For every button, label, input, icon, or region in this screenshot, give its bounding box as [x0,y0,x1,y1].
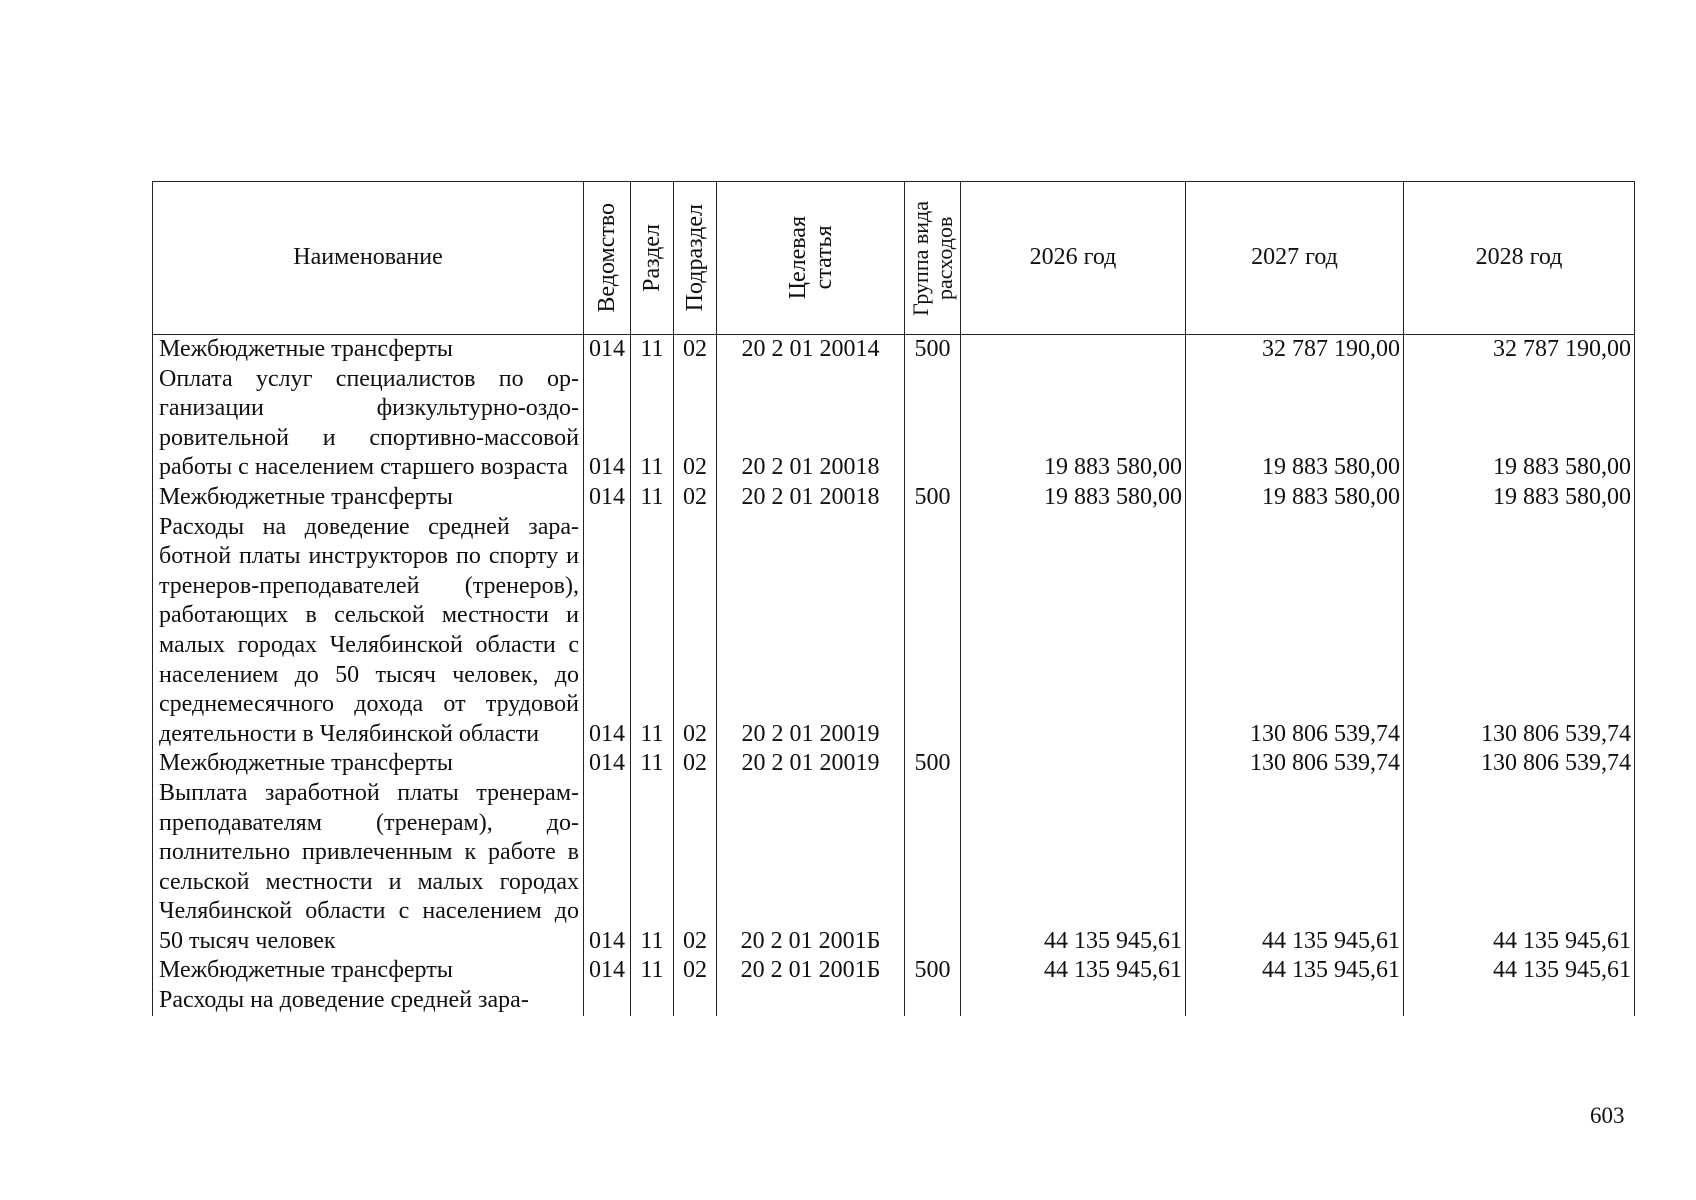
cell-celevaya: 20 2 01 20014 [717,335,905,365]
table-row [153,365,1635,483]
cell-ved: 014 [584,335,631,365]
header-2027 [1186,182,1404,335]
header-podrazdel-label: Подраздел [682,204,708,312]
cell-ved [584,986,631,1016]
cell-razdel: 11 [631,779,674,957]
cell-celevaya: 20 2 01 20018 [717,365,905,483]
cell-razdel: 11 [631,749,674,779]
table-row [153,956,1635,986]
header-celevaya-label: Целевая статья [784,216,837,300]
cell-celevaya: 20 2 01 2001Б [717,779,905,957]
cell-podrazdel: 02 [674,779,717,957]
table-row [153,749,1635,779]
cell-2028: 19 883 580,00 [1404,483,1635,513]
cell-razdel: 11 [631,513,674,750]
cell-gruppa [905,513,961,750]
cell-2027: 44 135 945,61 [1186,956,1404,986]
cell-name: Оплата услуг специалистов по организации физкультурно-оздоровительной и спортивно-массовой работы с населением старшего возраста [153,365,584,483]
cell-2027: 130 806 539,74 [1186,513,1404,750]
cell-name: Межбюджетные трансферты [153,956,584,986]
header-row [153,182,1635,335]
header-ved [584,182,631,335]
header-razdel [631,182,674,335]
cell-name: Расходы на доведение средней зара- [153,986,584,1016]
cell-2027: 44 135 945,61 [1186,779,1404,957]
cell-razdel: 11 [631,365,674,483]
cell-2028: 130 806 539,74 [1404,749,1635,779]
cell-2028: 44 135 945,61 [1404,779,1635,957]
cell-razdel: 11 [631,483,674,513]
header-2028 [1404,182,1635,335]
cell-2026 [961,749,1186,779]
header-podrazdel [674,182,717,335]
cell-2028: 130 806 539,74 [1404,513,1635,750]
cell-ved: 014 [584,779,631,957]
table-body [153,335,1635,1016]
cell-celevaya: 20 2 01 20019 [717,513,905,750]
cell-ved: 014 [584,749,631,779]
cell-2028: 19 883 580,00 [1404,365,1635,483]
table-row [153,779,1635,957]
cell-celevaya [717,986,905,1016]
header-name-label: Наименование [293,244,443,271]
cell-gruppa: 500 [905,956,961,986]
cell-name: Выплата заработной платы тренерам-преподавателям (тренерам), дополнительно привлеченным к работе в сельской местности и малых городах Челябинской области с населением до 50 тысяч человек [153,779,584,957]
cell-ved: 014 [584,513,631,750]
cell-ved: 014 [584,956,631,986]
cell-name: Межбюджетные трансферты [153,749,584,779]
cell-2027: 19 883 580,00 [1186,365,1404,483]
cell-2026 [961,335,1186,365]
header-gruppa [905,182,961,335]
cell-2026: 19 883 580,00 [961,483,1186,513]
cell-celevaya: 20 2 01 20019 [717,749,905,779]
header-name [153,182,584,335]
cell-podrazdel: 02 [674,749,717,779]
table-row [153,513,1635,750]
cell-ved: 014 [584,483,631,513]
cell-gruppa [905,779,961,957]
header-ved-label: Ведомство [594,203,620,313]
table-row [153,483,1635,513]
cell-ved: 014 [584,365,631,483]
cell-2028 [1404,986,1635,1016]
cell-2028: 32 787 190,00 [1404,335,1635,365]
cell-name: Межбюджетные трансферты [153,335,584,365]
cell-2026: 19 883 580,00 [961,365,1186,483]
cell-2026 [961,986,1186,1016]
cell-gruppa: 500 [905,749,961,779]
cell-podrazdel [674,986,717,1016]
cell-name: Межбюджетные трансферты [153,483,584,513]
header-celevaya [717,182,905,335]
cell-gruppa [905,986,961,1016]
cell-2028: 44 135 945,61 [1404,956,1635,986]
cell-celevaya: 20 2 01 20018 [717,483,905,513]
table-header [153,182,1635,335]
cell-gruppa: 500 [905,483,961,513]
page-number: 603 [1590,1103,1625,1128]
cell-razdel: 11 [631,956,674,986]
cell-name: Расходы на доведение средней заработной платы инструкторов по спорту и тренеров-преподавателей (тренеров), работающих в сельской местности и малых городах Челябинской области с населением до 50 тысяч человек, до среднемесячного дохода от трудовой деятельности в Челябинской области [153,513,584,750]
cell-podrazdel: 02 [674,513,717,750]
budget-table [152,181,1635,1016]
cell-2027: 19 883 580,00 [1186,483,1404,513]
cell-podrazdel: 02 [674,956,717,986]
header-gruppa-label: Группа вида расходов [907,200,957,316]
cell-podrazdel: 02 [674,483,717,513]
cell-2026: 44 135 945,61 [961,956,1186,986]
header-razdel-label: Раздел [639,224,665,292]
cell-celevaya: 20 2 01 2001Б [717,956,905,986]
header-2027-label: 2027 год [1251,244,1338,271]
header-2026 [961,182,1186,335]
table-row [153,335,1635,365]
header-2026-label: 2026 год [1029,244,1117,271]
cell-podrazdel: 02 [674,365,717,483]
cell-razdel: 11 [631,335,674,365]
cell-razdel [631,986,674,1016]
cell-gruppa: 500 [905,335,961,365]
table-row [153,986,1635,1016]
cell-gruppa [905,365,961,483]
cell-2027 [1186,986,1404,1016]
cell-2027: 130 806 539,74 [1186,749,1404,779]
cell-2027: 32 787 190,00 [1186,335,1404,365]
cell-podrazdel: 02 [674,335,717,365]
cell-2026: 44 135 945,61 [961,779,1186,957]
header-2028-label: 2028 год [1475,244,1563,271]
cell-2026 [961,513,1186,750]
